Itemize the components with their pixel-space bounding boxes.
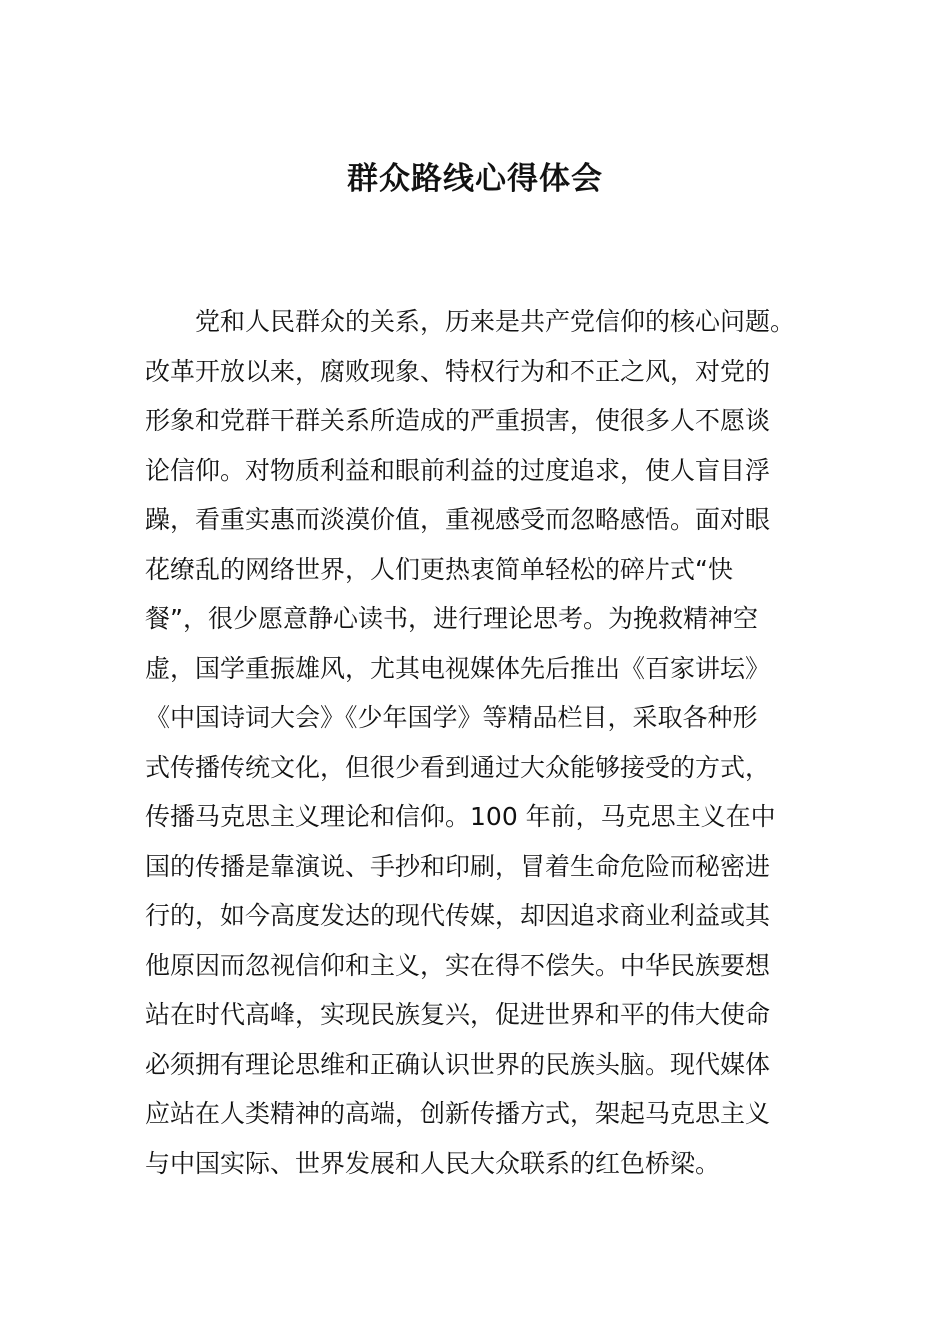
paragraph-line: 形象和党群干群关系所造成的严重损害，使很多人不愿谈 — [145, 406, 771, 435]
paragraph-line: 式传播传统文化，但很少看到通过大众能够接受的方式， — [145, 752, 771, 782]
paragraph-line: 餐”，很少愿意静心读书，进行理论思考。为挽救精神空 — [145, 604, 758, 633]
body-paragraph — [145, 297, 835, 1188]
paragraph-line: 花缭乱的网络世界，人们更热衷简单轻松的碎片式“快 — [145, 554, 733, 584]
paragraph-line: 他原因而忽视信仰和主义，实在得不偿失。中华民族要想 — [145, 950, 771, 980]
paragraph-line: 传播马克思主义理论和信仰。100 年前，马克思主义在中 — [145, 802, 776, 831]
paragraph-line: 行的，如今高度发达的现代传媒，却因追求商业利益或其 — [145, 901, 771, 930]
paragraph-line: 虚，国学重振雄风，尤其电视媒体先后推出《百家讲坛》 — [145, 653, 771, 683]
paragraph-line: 论信仰。对物质利益和眼前利益的过度追求，使人盲目浮 — [145, 455, 771, 485]
paragraph-line: 国的传播是靠演说、手抄和印刷，冒着生命危险而秘密进 — [145, 851, 771, 881]
document-title: 群众路线心得体会 — [347, 161, 603, 197]
paragraph-line: 必须拥有理论思维和正确认识世界的民族头脑。现代媒体 — [145, 1049, 771, 1079]
paragraph-line: 党和人民群众的关系，历来是共产党信仰的核心问题。 — [195, 307, 796, 336]
paragraph-line: 与中国实际、世界发展和人民大众联系的红色桥梁。 — [145, 1148, 721, 1178]
paragraph-line: 躁，看重实惠而淡漠价值，重视感受而忽略感悟。面对眼 — [145, 505, 771, 534]
paragraph-line: 改革开放以来，腐败现象、特权行为和不正之风，对党的 — [145, 356, 771, 386]
paragraph-line: 应站在人类精神的高端，创新传播方式，架起马克思主义 — [145, 1099, 771, 1128]
paragraph-line: 站在时代高峰，实现民族复兴，促进世界和平的伟大使命 — [145, 1000, 771, 1029]
paragraph-line: 《中国诗词大会》《少年国学》等精品栏目，采取各种形 — [145, 703, 758, 732]
